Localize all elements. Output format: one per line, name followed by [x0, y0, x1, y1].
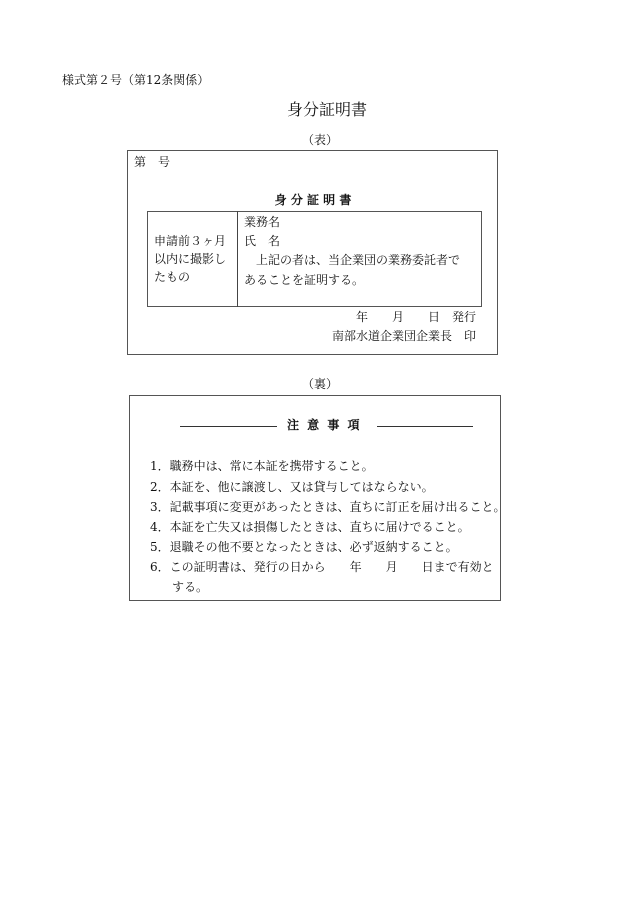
- photo-note-line: 申請前３ヶ月: [154, 234, 227, 248]
- note-number: 2．: [150, 480, 170, 494]
- form-label: 様式第２号（第12条関係）: [62, 73, 210, 87]
- heading-rule-left: [180, 426, 277, 427]
- note-item: [150, 460, 374, 472]
- note-number: 3．: [150, 500, 170, 514]
- note-number: 1．: [150, 459, 170, 473]
- note-text: 記載事項に変更があったときは、直ちに訂正を届け出ること。: [169, 500, 506, 514]
- note-text: 退職その他不要となったときは、必ず返納すること。: [169, 540, 458, 554]
- table-divider: [237, 211, 238, 307]
- note-text: 本証を、他に譲渡し、又は貸与してはならない。: [169, 480, 434, 494]
- note-item: [150, 481, 434, 493]
- back-side-label: （裏）: [301, 377, 338, 391]
- number-label: 第 号: [134, 155, 171, 169]
- photo-note-line: たもの: [154, 270, 191, 284]
- note-item: [150, 561, 494, 573]
- photo-note-line: 以内に撮影し: [154, 252, 227, 266]
- issuer: 南部水道企業団企業長 印: [331, 329, 476, 343]
- note-item: [150, 541, 458, 553]
- note-text: 職務中は、常に本証を携帯すること。: [169, 459, 374, 473]
- front-side-label: （表）: [301, 133, 338, 147]
- statement-line: あることを証明する。: [244, 273, 365, 287]
- card-title: 身 分 証 明 書: [274, 193, 352, 207]
- issue-date: 年 月 日 発行: [355, 310, 476, 324]
- note-text: この証明書は、発行の日から 年 月 日まで有効と: [169, 560, 494, 574]
- heading-rule-right: [377, 426, 473, 427]
- field-business-name: 業務名: [244, 215, 281, 229]
- note-text: 本証を亡失又は損傷したときは、直ちに届けでること。: [169, 520, 470, 534]
- note-item: [150, 521, 470, 533]
- note-number: 6．: [150, 560, 170, 574]
- note-item: [150, 501, 506, 513]
- page-title: 身分証明書: [286, 100, 367, 119]
- note-number: 4．: [150, 520, 170, 534]
- statement-line: 上記の者は、当企業団の業務委託者で: [244, 253, 461, 267]
- note-number: 5．: [150, 540, 170, 554]
- notes-heading: 注 意 事 項: [287, 418, 362, 432]
- field-name: 氏 名: [244, 234, 281, 248]
- note-continuation: する。: [172, 580, 209, 594]
